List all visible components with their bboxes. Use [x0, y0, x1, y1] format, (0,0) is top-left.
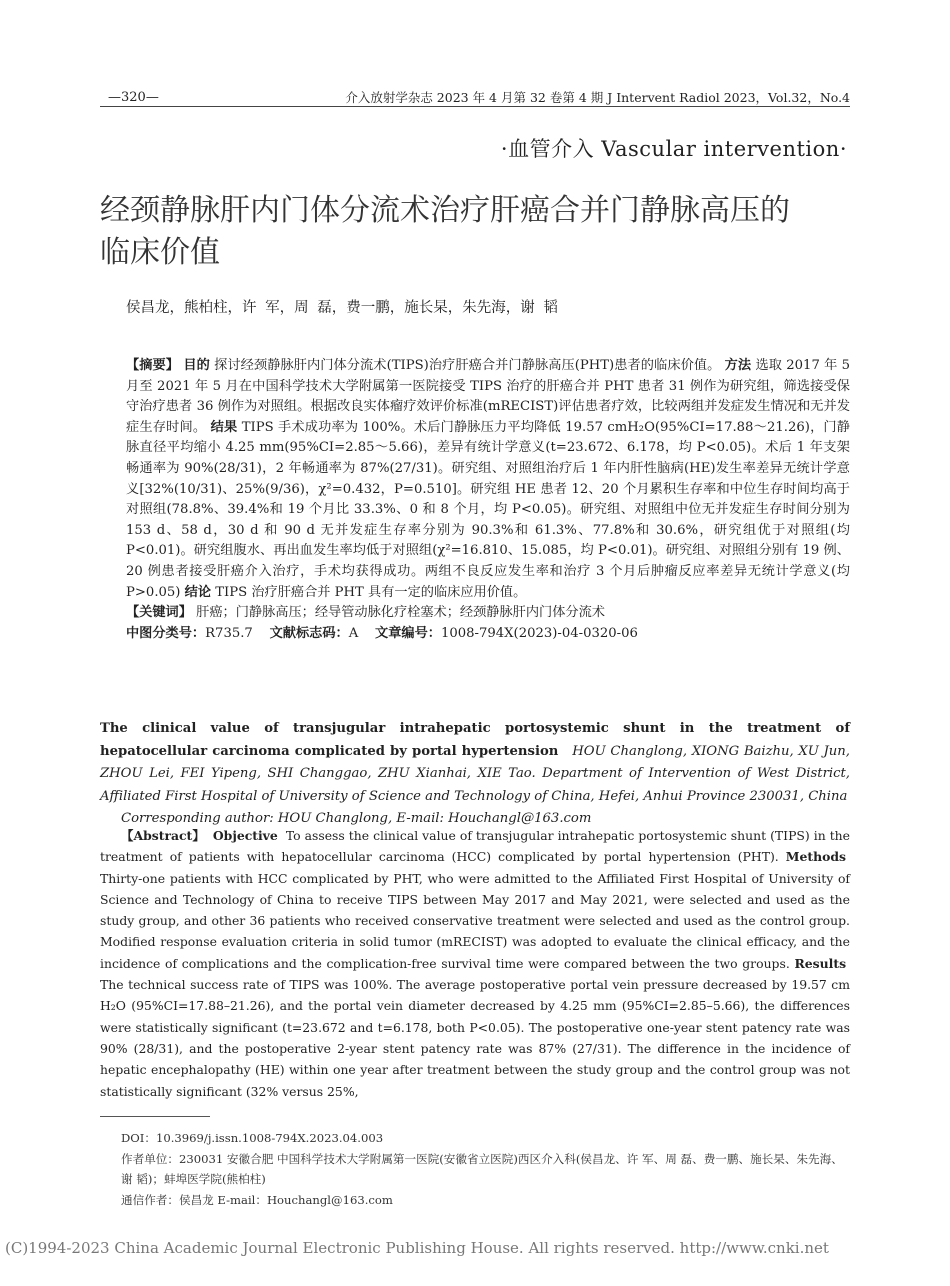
zh-methods: 选取 2017 年 5 月至 2021 年 5 月在中国科学技术大学附属第一医院接受 TIPS 治疗的肝癌合并 PHT 患者 31 例作为研究组，筛选接受保守治疗患者 36 例作为对照组。根据改良实体瘤疗效评价标准(mRECIST)评估患者疗效，比较两组并发症发生情况和无并发症生存时间。: [126, 358, 851, 435]
zh-results-label: 结果: [210, 419, 238, 435]
article-title: 经颈静脉肝内门体分流术治疗肝癌合并门静脉高压的临床价值: [100, 193, 790, 270]
affiliation-line: 作者单位：230031 安徽合肥 中国科学技术大学附属第一医院(安徽省立医院)西区介入科(侯昌龙、许 军、周 磊、费一鹏、施长杲、朱先海、谢 韬)；蚌埠医学院(熊柏柱): [121, 1151, 843, 1186]
english-header: [100, 718, 850, 831]
english-authors-affiliation: HOU Changlong, XIONG Baizhu, XU Jun, ZHOU Lei, FEI Yipeng, SHI Changgao, ZHU Xianhai, XIE Tao. Department of Intervention of West District, Affiliated First Hospital of University of Science and Technology of China, Hefei, Anhui Province 230031, China: [100, 743, 850, 804]
clc-value: R735.7: [205, 625, 253, 641]
journal-header: 介入放射学杂志 2023 年 4 月第 32 卷第 4 期 J Intervent Radiol 2023，Vol.32，No.4: [345, 90, 850, 105]
en-methods-label: Methods: [785, 849, 847, 865]
zh-abstract-body: [126, 356, 850, 603]
en-objective-label: Objective: [212, 828, 278, 843]
doc-code-value: A: [348, 625, 359, 641]
correspondence-line: 通信作者：侯昌龙 E-mail：Houchangl@163.com: [121, 1192, 393, 1207]
chinese-abstract: [126, 356, 850, 644]
en-methods: Thirty-one patients with HCC complicated by PHT, who were admitted to the Affiliated First Hospital of University of Science and Technology of China to receive TIPS between May 2017 and May 2021, were selected and used as the study group, and other 36 patients who received conservative treatment were selected and used as the control group. Modified response evaluation criteria in solid tumor (mRECIST) was adopted to evaluate the clinical efficacy, and the incidence of complications and the complication-free survival time were compared between the two groups.: [100, 870, 850, 971]
zh-objective: 探讨经颈静脉肝内门体分流术(TIPS)治疗肝癌合并门静脉高压(PHT)患者的临床价值。: [214, 358, 721, 373]
zh-conclusion-label: 结论: [184, 584, 212, 600]
footnote-rule: [100, 1116, 210, 1117]
english-title: The clinical value of transjugular intrahepatic portosystemic shunt in the treatment of hepatocellular carcinoma complicated by portal hypertension: [100, 721, 850, 759]
en-abstract-label: 【Abstract】: [121, 828, 205, 843]
en-objective: To assess the clinical value of transjugular intrahepatic portosystemic shunt (TIPS) in the treatment of patients with hepatocellular carcinoma (HCC) complicated by portal hypertension (PHT).: [100, 828, 850, 865]
zh-results: TIPS 手术成功率为 100%。术后门静脉压力平均降低 19.57 cmH₂O(95%CI=17.88～21.26)，门静脉直径平均缩小 4.25 mm(95%CI=2.85～5.66)，差异有统计学意义(t=23.672、6.178，均 P<0.05)。术后 1 年支架畅通率为 90%(28/31)，2 年畅通率为 87%(27/31)。研究组、对照组治疗后 1 年内肝性脑病(HE)发生率差异无统计学意义[32%(10/31)、25%(9/36)，χ²=0.432，P=0.510]。研究组 HE 患者 12、20 个月累积生存率和中位生存时间均高于对照组(78.8%、39.4%和 19 个月比 33.3%、0 和 8 个月，均 P<0.05)。研究组、对照组中位无并发症生存时间分别为 153 d、58 d，30 d 和 90 d 无并发症生存率分别为 90.3%和 61.3%、77.8%和 30.6%，研究组优于对照组(均 P<0.01)。研究组腹水、再出血发生率均低于对照组(χ²=16.810、15.085，均 P<0.01)。研究组、对照组分别有 19 例、20 例患者接受肝癌介入治疗，手术均获得成功。两组不良反应发生率和治疗 3 个月后肿瘤反应率差异无统计学意义(均 P>0.05): [126, 419, 850, 600]
zh-abstract-label: 【摘要】: [126, 358, 180, 373]
zh-conclusion: TIPS 治疗肝癌合并 PHT 具有一定的临床应用价值。: [215, 584, 527, 600]
column-label: ·血管介入 Vascular intervention·: [500, 137, 847, 161]
header-rule: [100, 106, 850, 107]
corresponding-author-text: Corresponding author: HOU Changlong, E-mail: Houchangl@163.com: [121, 811, 592, 826]
zh-methods-label: 方法: [724, 358, 752, 373]
footnotes: [100, 1128, 850, 1210]
doc-code-label: 文献标志码：: [269, 625, 349, 641]
zh-keywords-line: [126, 603, 850, 624]
page-number: —320—: [108, 90, 159, 105]
en-results: The technical success rate of TIPS was 100%. The average postoperative portal vein pressure decreased by 19.57 cm H₂O (95%CI=17.88–21.26), and the portal vein diameter decreased by 4.25 mm (95%CI=2.85–5.66), the differences were statistically significant (t=23.672 and t=6.178, both P<0.05). The postoperative one-year stent patency rate was 90% (28/31), and the postoperative 2-year stent patency rate was 87% (27/31). The difference in the incidence of hepatic encephalopathy (HE) within one year after treatment between the study group and the control group was not statistically significant (32% versus 25%,: [100, 977, 850, 1099]
zh-keywords: 肝癌；门静脉高压；经导管动脉化疗栓塞术；经颈静脉肝内门体分流术: [196, 605, 605, 621]
en-results-label: Results: [794, 955, 847, 971]
doi-line: DOI：10.3969/j.issn.1008-794X.2023.04.003: [121, 1131, 384, 1145]
zh-keywords-label: 【关键词】: [126, 605, 192, 621]
author-list: 侯昌龙，熊柏柱，许 军，周 磊，费一鹏，施长杲，朱先海，谢 韬: [126, 300, 558, 316]
english-abstract: [100, 825, 850, 1102]
article-no-value: 1008-794X(2023)-04-0320-06: [440, 625, 638, 641]
zh-classification-line: [126, 624, 850, 645]
article-no-label: 文章编号：: [375, 625, 441, 641]
copyright-watermark: (C)1994-2023 China Academic Journal Electronic Publishing House. All rights reserved. http://www.cnki.net: [5, 1239, 829, 1257]
clc-label: 中图分类号：: [126, 625, 206, 641]
zh-objective-label: 目的: [183, 358, 210, 373]
